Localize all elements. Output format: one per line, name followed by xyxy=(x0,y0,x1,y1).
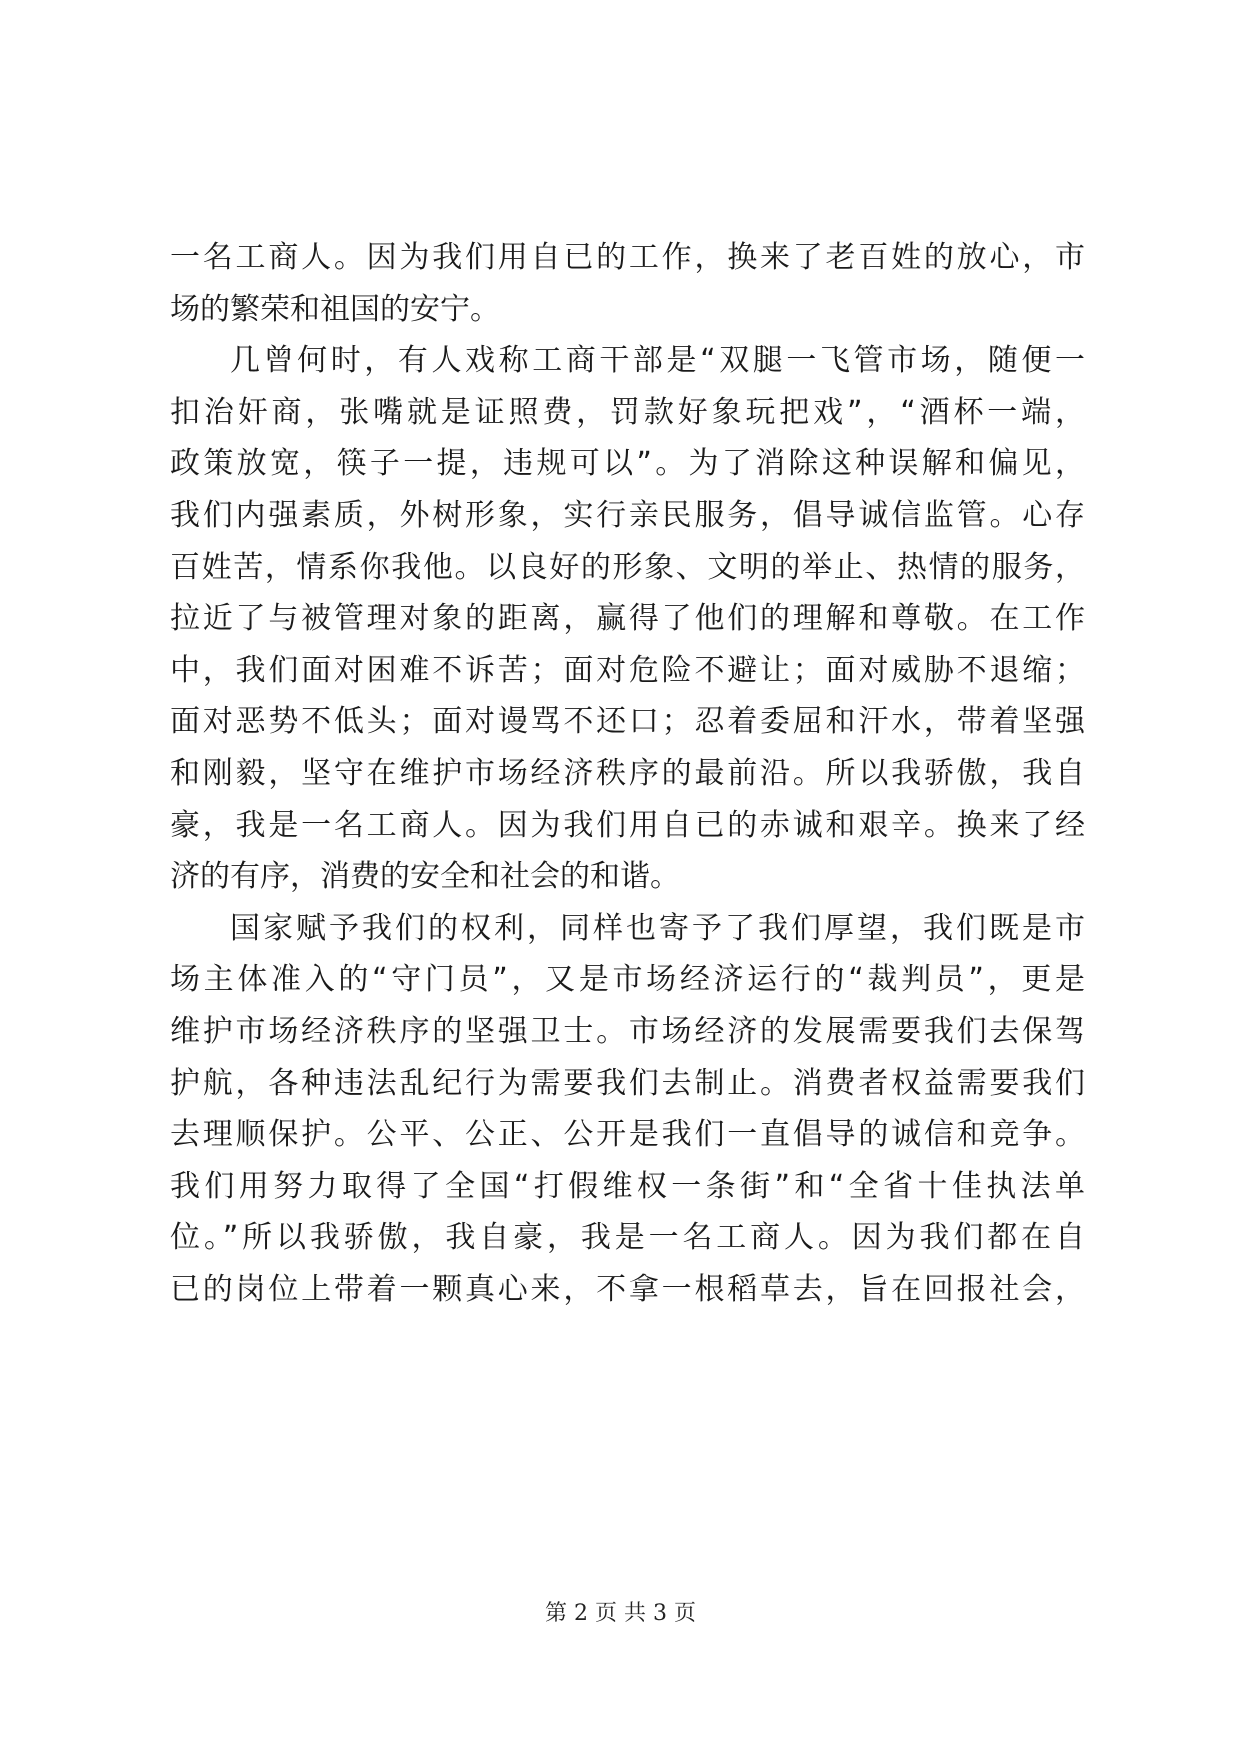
text-line: 国家赋予我们的权利，同样也寄予了我们厚望，我们既是市 xyxy=(230,910,1085,946)
text-line: 中，我们面对困难不诉苦；面对危险不避让；面对威胁不退缩； xyxy=(170,652,1085,688)
text-line: 我们用努力取得了全国“打假维权一条街”和“全省十佳执法单 xyxy=(170,1168,1085,1204)
text-line: 位。”所以我骄傲，我自豪，我是一名工商人。因为我们都在自 xyxy=(170,1220,1085,1256)
text-line: 百姓苦，情系你我他。以良好的形象、文明的举止、热情的服务， xyxy=(170,549,1085,585)
text-line: 面对恶势不低头；面对谩骂不还口；忍着委屈和汗水，带着坚强 xyxy=(170,704,1085,740)
text-line: 护航，各种违法乱纪行为需要我们去制止。消费者权益需要我们 xyxy=(170,1065,1085,1101)
text-line: 维护市场经济秩序的坚强卫士。市场经济的发展需要我们去保驾 xyxy=(170,1013,1085,1049)
text-line: 济的有序，消费的安全和社会的和谐。 xyxy=(170,859,680,895)
text-line: 豪，我是一名工商人。因为我们用自已的赤诚和艰辛。换来了经 xyxy=(170,807,1085,843)
text-line: 已的岗位上带着一颗真心来，不拿一根稻草去，旨在回报社会， xyxy=(170,1271,1085,1307)
text-line: 我们内强素质，外树形象，实行亲民服务，倡导诚信监管。心存 xyxy=(170,497,1085,533)
text-line: 场的繁荣和祖国的安宁。 xyxy=(170,291,500,327)
text-line: 去理顺保护。公平、公正、公开是我们一直倡导的诚信和竞争。 xyxy=(170,1117,1085,1153)
text-line: 一名工商人。因为我们用自已的工作，换来了老百姓的放心，市 xyxy=(170,240,1085,275)
text-line: 场主体准入的“守门员”，又是市场经济运行的“裁判员”，更是 xyxy=(170,962,1085,998)
text-line: 扣治奸商，张嘴就是证照费，罚款好象玩把戏”，“酒杯一端， xyxy=(170,394,1085,430)
text-line: 拉近了与被管理对象的距离，赢得了他们的理解和尊敬。在工作 xyxy=(170,601,1085,637)
body-text xyxy=(170,232,1085,1315)
page-footer: 第 2 页 共 3 页 xyxy=(545,1601,696,1626)
text-line: 政策放宽，筷子一提，违规可以”。为了消除这种误解和偏见， xyxy=(170,446,1085,482)
text-line: 和刚毅，坚守在维护市场经济秩序的最前沿。所以我骄傲，我自 xyxy=(170,755,1085,791)
text-line: 几曾何时，有人戏称工商干部是“双腿一飞管市场，随便一 xyxy=(230,343,1085,379)
